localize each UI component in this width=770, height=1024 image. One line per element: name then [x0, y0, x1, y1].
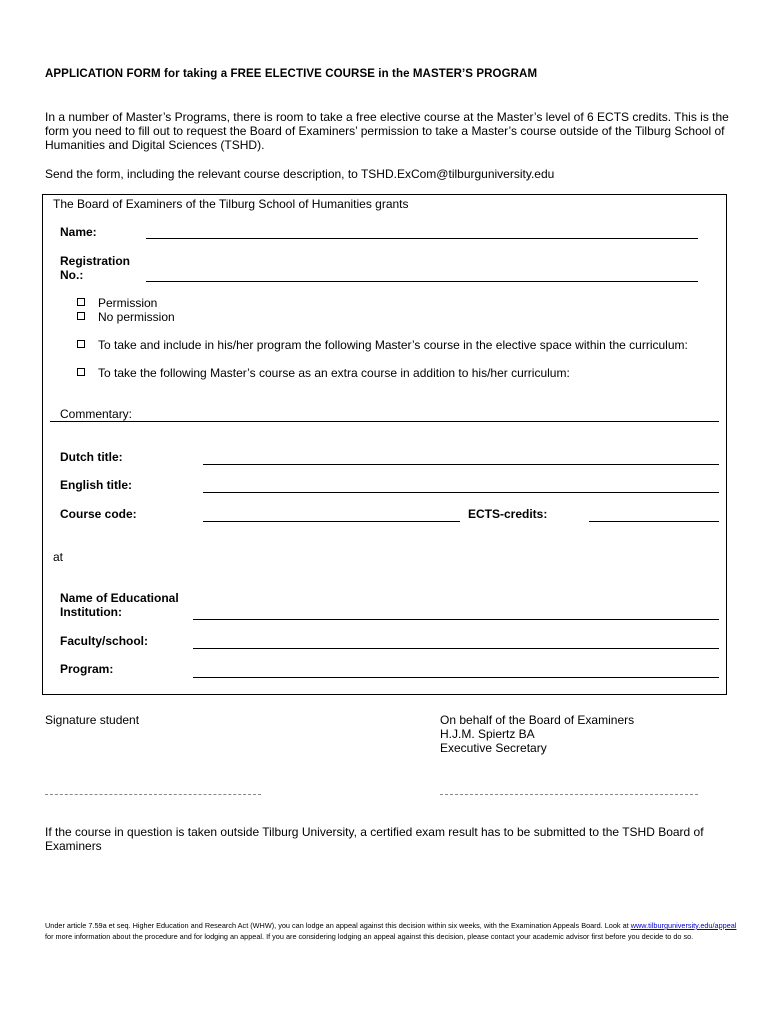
english-title-label: English title:: [60, 478, 132, 492]
name-field[interactable]: [146, 238, 698, 239]
name-label: Name:: [60, 225, 97, 239]
intro-paragraph: In a number of Master’s Programs, there is room to take a free elective course at the Master’s level of 6 ECTS credits. This is the form you need to fill out to request the Board of Examiners’ permission to take a Master’s course outside of the Tilburg School of Humanities and Digital Sciences (TSHD).: [45, 110, 729, 152]
commentary-label: Commentary:: [60, 407, 133, 421]
permission-label: Permission: [98, 296, 158, 310]
registration-label: Registration No.:: [60, 254, 131, 282]
course-code-label: Course code:: [60, 507, 137, 521]
dutch-title-field[interactable]: [203, 464, 719, 465]
include-course-label: To take and include in his/her program the following Master’s course in the elective space within the curriculum:: [98, 338, 688, 352]
include-course-checkbox[interactable]: [77, 340, 85, 348]
english-title-field[interactable]: [203, 492, 719, 493]
board-signature-line: [440, 794, 698, 795]
send-instructions: Send the form, including the relevant course description, to TSHD.ExCom@tilburguniversity.edu: [45, 167, 555, 181]
board-signature-block: On behalf of the Board of Examiners H.J.M. Spiertz BA Executive Secretary: [440, 713, 635, 755]
ects-label: ECTS-credits:: [468, 507, 548, 521]
no-permission-checkbox[interactable]: [77, 312, 85, 320]
institution-field[interactable]: [193, 619, 719, 620]
faculty-label: Faculty/school:: [60, 634, 149, 648]
appeal-link[interactable]: www.tilburguniversity.edu/appeal: [630, 921, 737, 930]
commentary-field[interactable]: [50, 421, 719, 422]
program-field[interactable]: [193, 677, 719, 678]
at-label: at: [53, 550, 64, 564]
faculty-field[interactable]: [193, 648, 719, 649]
outside-course-note: If the course in question is taken outside Tilburg University, a certified exam result has to be submitted to the TSHD Board of Examiners: [45, 825, 704, 853]
signature-student-label: Signature student: [45, 713, 140, 727]
registration-field[interactable]: [146, 281, 698, 282]
form-title: APPLICATION FORM for taking a FREE ELECTIVE COURSE in the MASTER’S PROGRAM: [45, 68, 538, 80]
dutch-title-label: Dutch title:: [60, 450, 123, 464]
appeal-footnote: Under article 7.59a et seq. Higher Education and Research Act (WHW), you can lodge an appeal against this decision within six weeks, with the Examination Appeals Board. Look at www.tilburguniversity.edu/appeal for more information about the procedure and for lodging an appeal. If you are considering lodging an appeal against this decision, please contact your academic advisor first before you decide to do so.: [45, 921, 737, 941]
institution-label: Name of Educational Institution:: [60, 591, 179, 619]
course-code-field[interactable]: [203, 521, 460, 522]
ects-field[interactable]: [589, 521, 719, 522]
no-permission-label: No permission: [98, 310, 175, 324]
extra-course-label: To take the following Master’s course as an extra course in addition to his/her curriculum:: [98, 366, 570, 380]
extra-course-checkbox[interactable]: [77, 368, 85, 376]
permission-checkbox[interactable]: [77, 298, 85, 306]
program-label: Program:: [60, 662, 114, 676]
grants-text: The Board of Examiners of the Tilburg School of Humanities grants: [53, 197, 409, 211]
student-signature-line[interactable]: [45, 794, 261, 795]
